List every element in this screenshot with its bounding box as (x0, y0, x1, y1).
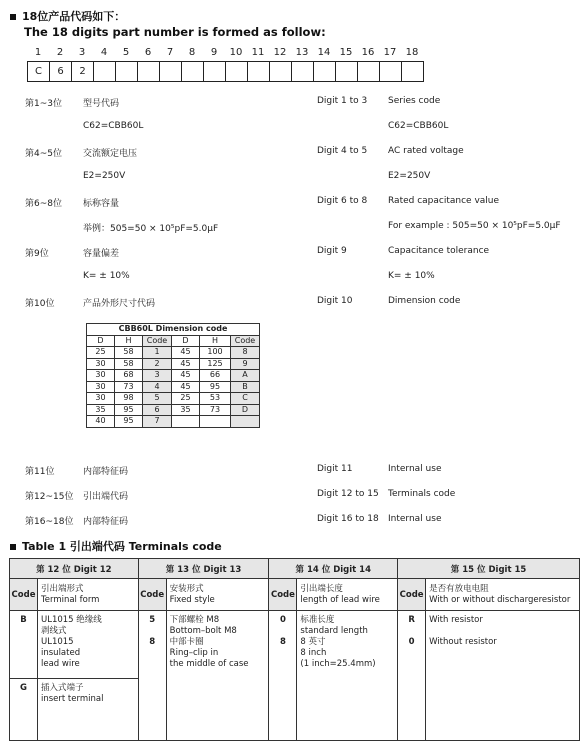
header-cell: Code (231, 335, 260, 347)
description-cell: 插入式端子 insert terminal (38, 679, 139, 741)
digit-number: 4 (100, 47, 108, 58)
table-cell: 95 (200, 381, 231, 393)
en-position: Digit 11 (317, 464, 353, 474)
cn-value: K= ± 10% (83, 271, 130, 281)
digit-box (182, 62, 204, 81)
table-cell: 6 (143, 404, 172, 416)
table-row (87, 358, 260, 370)
digit-number: 1 (34, 47, 42, 58)
en-position: Digit 1 to 3 (317, 96, 368, 106)
column-title: 引出端长度 length of lead wire (297, 579, 398, 611)
cn-position: 第4~5位 (25, 149, 62, 159)
table-cell: 98 (115, 393, 143, 405)
digit-box (336, 62, 358, 81)
cn-value: C62=CBB60L (83, 121, 144, 131)
cn-description: 内部特征码 (83, 467, 129, 477)
digit-box (358, 62, 380, 81)
table-cell: 45 (172, 358, 200, 370)
digit-box (138, 62, 160, 81)
digit-box (204, 62, 226, 81)
digit-number: 6 (144, 47, 152, 58)
table-cell: 30 (87, 393, 115, 405)
group-header-row (10, 559, 580, 579)
table-cell: 53 (200, 393, 231, 405)
digit-number: 9 (210, 47, 218, 58)
en-description: Rated capacitance value (388, 196, 500, 206)
table-cell: 30 (87, 381, 115, 393)
table-cell: 8 (231, 347, 260, 359)
digit-number: 17 (383, 47, 397, 58)
digit-box (380, 62, 402, 81)
table-cell: D (231, 404, 260, 416)
en-value: E2=250V (388, 171, 431, 181)
table-row (87, 416, 260, 428)
table-cell: B (231, 381, 260, 393)
header-cell: H (200, 335, 231, 347)
table-cell: 35 (172, 404, 200, 416)
digit-number: 16 (361, 47, 375, 58)
en-position: Digit 9 (317, 246, 347, 256)
en-value: K= ± 10% (388, 271, 435, 281)
table-row (87, 370, 260, 382)
table-cell: 30 (87, 370, 115, 382)
digit-number: 3 (78, 47, 86, 58)
cn-description: 标称容量 (83, 199, 120, 209)
table-cell: 7 (143, 416, 172, 428)
table-cell (172, 416, 200, 428)
cn-position: 第11位 (25, 467, 55, 477)
column-title: 是否有放电电阻 With or without dischargeresistor (426, 579, 580, 611)
dimension-header-row (87, 335, 260, 347)
table-cell: 100 (200, 347, 231, 359)
table-cell: 68 (115, 370, 143, 382)
en-position: Digit 16 to 18 (317, 514, 379, 524)
table-cell: 45 (172, 381, 200, 393)
digit-number: 15 (339, 47, 353, 58)
cn-position: 第10位 (25, 299, 55, 309)
group-header-digit15: 第 15 位 Digit 15 (398, 559, 580, 579)
code-cell: G (10, 679, 38, 741)
digit-number: 2 (56, 47, 64, 58)
digit-number: 5 (122, 47, 130, 58)
table-cell: 5 (143, 393, 172, 405)
digit-box (94, 62, 116, 81)
digit-box (314, 62, 336, 81)
code-cell: R 0 (398, 611, 426, 741)
en-description: Terminals code (388, 489, 456, 499)
table1-title: Table 1 引出端代码 Terminals code (22, 540, 222, 553)
code-cell: 0 8 (269, 611, 297, 741)
heading-cn-text: 18位产品代码如下： (22, 10, 126, 23)
en-description: Dimension code (388, 296, 461, 306)
table-cell: A (231, 370, 260, 382)
code-header: Code (269, 579, 297, 611)
digit-box (226, 62, 248, 81)
table-cell: 73 (115, 381, 143, 393)
digit-box (116, 62, 138, 81)
digit-number: 8 (188, 47, 196, 58)
table-cell: 30 (87, 358, 115, 370)
code-header: Code (10, 579, 38, 611)
cn-description: 型号代码 (83, 99, 120, 109)
table-cell: 73 (200, 404, 231, 416)
digit-box (160, 62, 182, 81)
table-cell: 35 (87, 404, 115, 416)
digit-box-row (27, 61, 424, 82)
en-description: Internal use (388, 464, 442, 474)
en-description: Capacitance tolerance (388, 246, 490, 256)
digit-box: C (28, 62, 50, 81)
table-cell: 45 (172, 347, 200, 359)
cn-position: 第1~3位 (25, 99, 62, 109)
cn-description: 产品外形尺寸代码 (83, 299, 156, 309)
en-value: For example : 505=50 × 10⁵pF=5.0µF (388, 221, 561, 231)
table-cell: 1 (143, 347, 172, 359)
table-cell: 66 (200, 370, 231, 382)
en-description: Internal use (388, 514, 442, 524)
bullet-icon (10, 14, 16, 20)
cn-description: 容量偏差 (83, 249, 120, 259)
table1-heading (10, 538, 222, 554)
table-cell: 58 (115, 358, 143, 370)
table-cell: 40 (87, 416, 115, 428)
en-description: AC rated voltage (388, 146, 464, 156)
description-cell: 标准长度 standard length 8 英寸 8 inch (1 inch=25.4mm) (297, 611, 398, 741)
code-header: Code (138, 579, 166, 611)
digit-box: 6 (50, 62, 72, 81)
dimension-table (86, 323, 260, 428)
table-cell: 58 (115, 347, 143, 359)
header-cell: Code (143, 335, 172, 347)
en-description: Series code (388, 96, 441, 106)
table-row (87, 381, 260, 393)
description-cell: 下部螺栓 M8 Bottom–bolt M8 中部卡圈 Ring–clip in the middle of case (166, 611, 269, 741)
code-header: Code (398, 579, 426, 611)
en-position: Digit 6 to 8 (317, 196, 368, 206)
digit-box (292, 62, 314, 81)
group-header-digit13: 第 13 位 Digit 13 (138, 559, 269, 579)
group-header-digit14: 第 14 位 Digit 14 (269, 559, 398, 579)
heading-en: The 18 digits part number is formed as follow: (24, 25, 326, 39)
en-position: Digit 10 (317, 296, 353, 306)
digit-number: 18 (405, 47, 419, 58)
code-cell: 5 8 (138, 611, 166, 741)
cn-description: 内部特征码 (83, 517, 129, 527)
table-cell: 45 (172, 370, 200, 382)
digit-number: 13 (295, 47, 309, 58)
cn-position: 第9位 (25, 249, 49, 259)
table-cell: 3 (143, 370, 172, 382)
digit-box (270, 62, 292, 81)
table-cell: 2 (143, 358, 172, 370)
terminals-table (9, 558, 580, 741)
digit-number: 10 (229, 47, 243, 58)
table-row (87, 404, 260, 416)
en-position: Digit 12 to 15 (317, 489, 379, 499)
description-cell: With resistor Without resistor (426, 611, 580, 741)
bullet-icon (10, 544, 16, 550)
digit-number: 12 (273, 47, 287, 58)
header-cell: H (115, 335, 143, 347)
digit-number: 14 (317, 47, 331, 58)
table-row (87, 347, 260, 359)
digit-box: 2 (72, 62, 94, 81)
dimension-table-caption: CBB60L Dimension code (87, 324, 260, 336)
column-title-row (10, 579, 580, 611)
description-cell: UL1015 绝缘线 剥线式 UL1015 insulated lead wire (38, 611, 139, 679)
cn-position: 第6~8位 (25, 199, 62, 209)
table-cell: 4 (143, 381, 172, 393)
header-cell: D (172, 335, 200, 347)
table-cell (200, 416, 231, 428)
cn-description: 交流额定电压 (83, 149, 138, 159)
digit-box (248, 62, 270, 81)
table-cell: 125 (200, 358, 231, 370)
digit-number: 11 (251, 47, 265, 58)
heading-cn (10, 8, 125, 24)
column-title: 引出端形式 Terminal form (38, 579, 139, 611)
digit-number: 7 (166, 47, 174, 58)
table-cell: 9 (231, 358, 260, 370)
digit-number-row (27, 47, 423, 58)
column-title: 安装形式 Fixed style (166, 579, 269, 611)
group-header-digit12: 第 12 位 Digit 12 (10, 559, 139, 579)
table-cell: 95 (115, 404, 143, 416)
cn-value: E2=250V (83, 171, 126, 181)
table-cell: 25 (172, 393, 200, 405)
table-row (10, 611, 580, 679)
cn-position: 第12~15位 (25, 492, 74, 502)
table-cell: C (231, 393, 260, 405)
cn-position: 第16~18位 (25, 517, 74, 527)
table-cell: 25 (87, 347, 115, 359)
en-position: Digit 4 to 5 (317, 146, 368, 156)
table-row (87, 393, 260, 405)
digit-box (402, 62, 423, 81)
cn-value: 举例：505=50 × 10⁵pF=5.0µF (83, 224, 219, 234)
header-cell: D (87, 335, 115, 347)
cn-description: 引出端代码 (83, 492, 129, 502)
en-value: C62=CBB60L (388, 121, 449, 131)
code-cell: B (10, 611, 38, 679)
table-cell (231, 416, 260, 428)
table-cell: 95 (115, 416, 143, 428)
